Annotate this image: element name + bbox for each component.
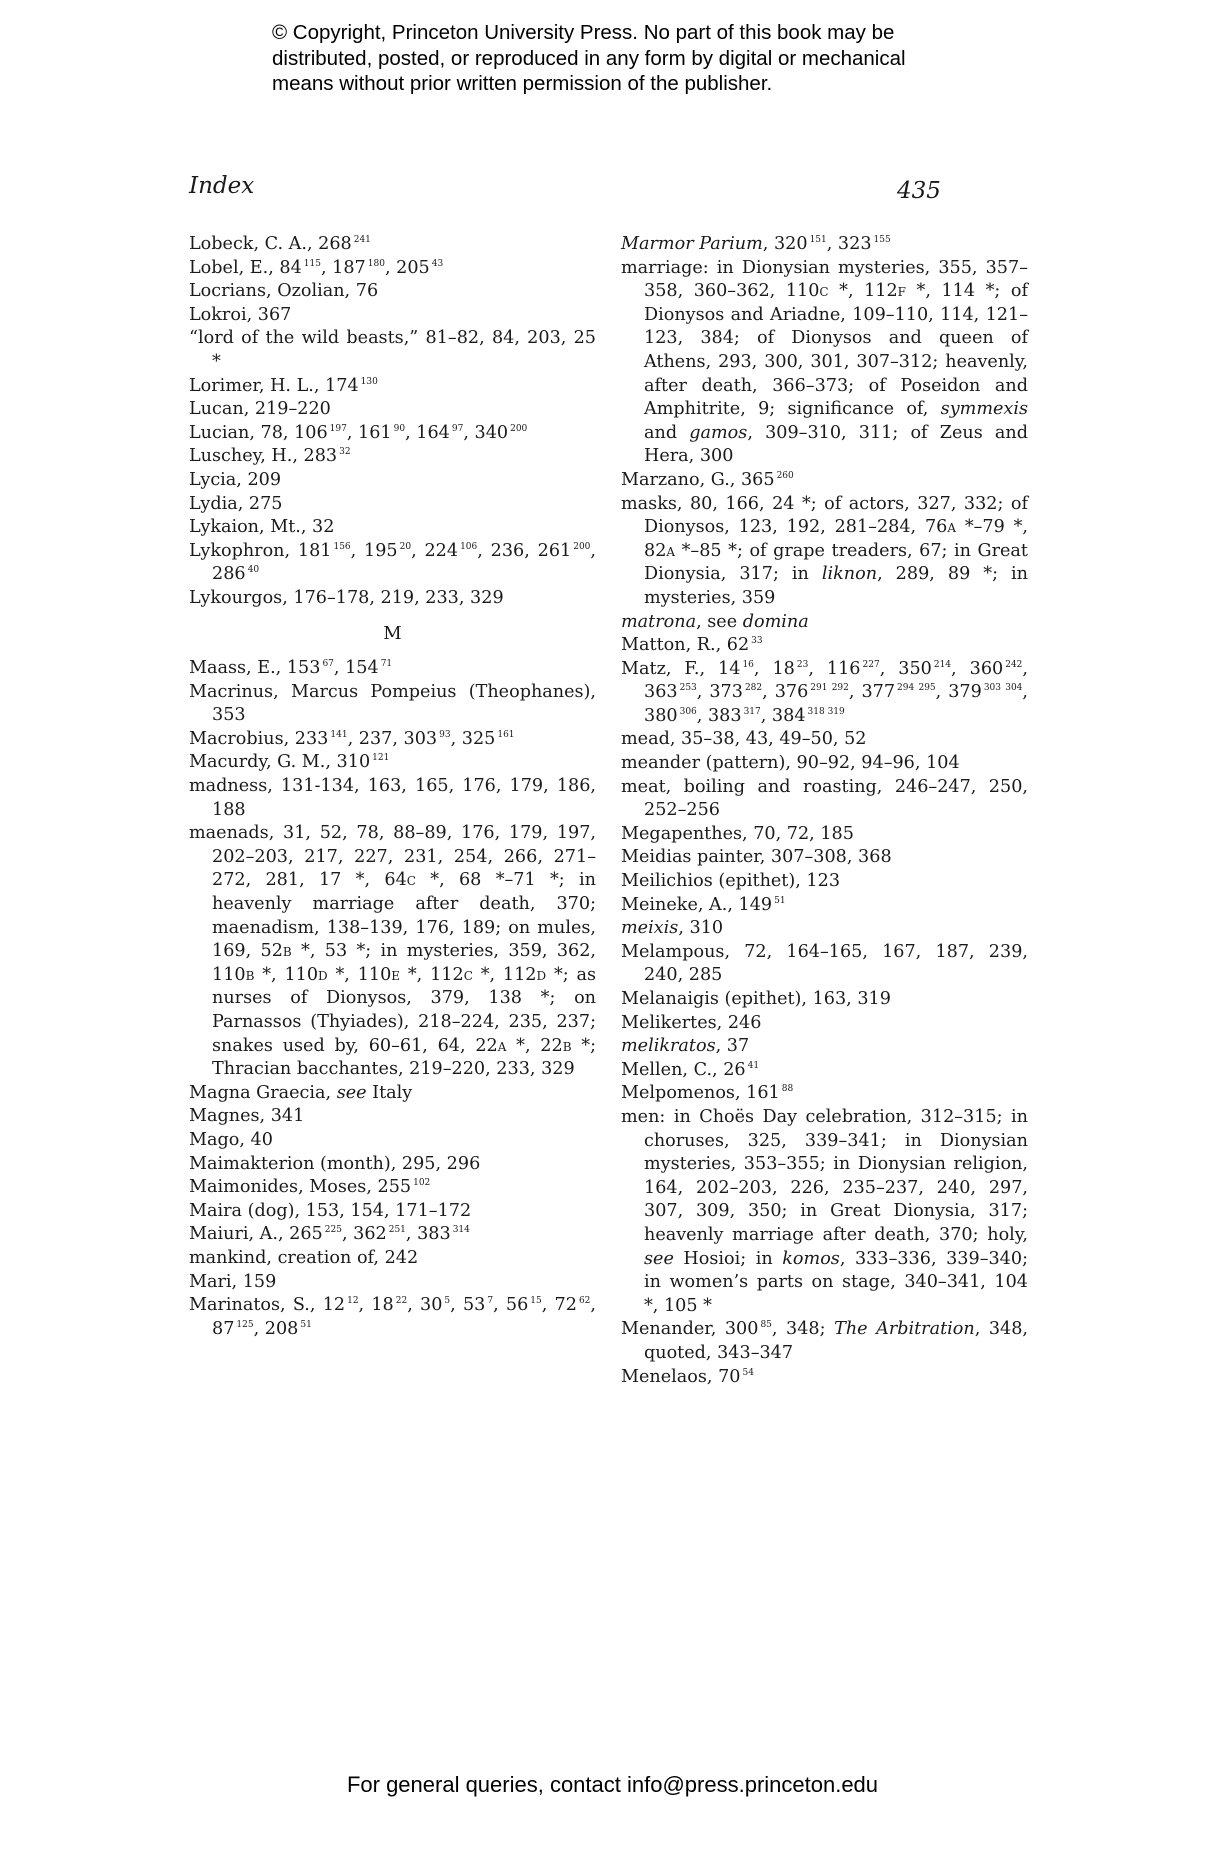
index-entry: Melikertes, 246 <box>621 1012 762 1033</box>
index-entry: Meineke, A., 149 $^{51}$ <box>621 894 786 915</box>
index-entry: Menander, 300 $^{85}$, 348; The Arbitration, 348, quoted, 343–347 <box>621 1319 1029 1363</box>
index-entry: Luschey, H., 283 $^{32}$ <box>189 446 351 467</box>
index-entry: Locrians, Ozolian, 76 <box>189 281 379 302</box>
index-entry: men: in Choës Day celebration, 312–315; in choruses, 325, 339–341; in Dionysian mysteries, 353–355; in Dionysian religion, 164, 202–203, 226, 235–237, 240, 297, 307, 309, 350; in Great Dionysia, 317; heavenly marriage after death, 370; holy, see Hosioi; in komos, 333–336, 339–340; in women’s parts on stage, 340–341, 104 *, 105 * <box>621 1106 1028 1316</box>
index-column-right <box>621 233 1028 1389</box>
index-entry: marriage: in Dionysian mysteries, 355, 357–358, 360–362, 110c *, 112f *, 114 *; of Dionysos and Ariadne, 109–110, 114, 121–123, 384; of Dionysos and queen of Athens, 293, 300, 301, 307–312; heavenly, after death, 366–373; of Poseidon and Amphitrite, 9; significance of, symmexis and gamos, 309–310, 311; of Zeus and Hera, 300 <box>621 257 1028 467</box>
index-entry: madness, 131-134, 163, 165, 176, 179, 186, 188 <box>189 776 596 820</box>
index-entry: Magna Graecia, see Italy <box>189 1082 413 1103</box>
index-entry: mead, 35–38, 43, 49–50, 52 <box>621 729 867 750</box>
index-column-left <box>189 233 596 1341</box>
index-entry: Lucan, 219–220 <box>189 399 331 420</box>
index-entry: Melanaigis (epithet), 163, 319 <box>621 989 891 1009</box>
index-entry: Maira (dog), 153, 154, 171–172 <box>189 1200 472 1221</box>
footer-contact: For general queries, contact info@press.princeton.edu <box>346 1772 879 1797</box>
index-entry: Marmor Parium, 320 $^{151}$, 323 $^{155}$ <box>621 234 891 254</box>
running-head: Index <box>189 173 255 199</box>
index-entry: Lykaion, Mt., 32 <box>189 517 335 538</box>
index-entry: Maiuri, A., 265 $^{225}$, 362 $^{251}$, 383 $^{314}$ <box>189 1224 470 1245</box>
index-entry: mankind, creation of, 242 <box>189 1247 419 1268</box>
copyright-line: distributed, posted, or reproduced in any form by digital or mechanical <box>272 46 906 70</box>
index-entry: Menelaos, 70 $^{54}$ <box>621 1366 754 1387</box>
index-entry: Magnes, 341 <box>189 1106 305 1127</box>
index-entry: Maimakterion (month), 295, 296 <box>189 1153 481 1174</box>
index-entry: Mari, 159 <box>189 1271 277 1292</box>
index-entry: Mago, 40 <box>189 1129 273 1150</box>
index-entry: Lycia, 209 <box>189 469 282 490</box>
index-entry: “lord of the wild beasts,” 81–82, 84, 203, 25 * <box>189 328 596 372</box>
index-entry: Melpomenos, 161 $^{88}$ <box>621 1083 794 1104</box>
index-entry: Lucian, 78, 106 $^{197}$, 161 $^{90}$, 164 $^{97}$, 340 $^{200}$ <box>189 422 528 443</box>
copyright-line: means without prior written permission of the publisher. <box>272 72 773 95</box>
page-number: 435 <box>897 178 941 204</box>
index-entry: Macrobius, 233 $^{141}$, 237, 303 $^{93}$, 325 $^{161}$ <box>189 728 515 749</box>
index-entry: Macurdy, G. M., 310 $^{121}$ <box>189 752 390 773</box>
index-entry: Meidias painter, 307–308, 368 <box>621 847 892 868</box>
index-entry: Maass, E., 153 $^{67}$, 154 $^{71}$ <box>189 658 393 679</box>
index-entry: Lykophron, 181 $^{156}$, 195 $^{20}$, 224 $^{106}$, 236, 261 $^{200}$, 286 $^{40}$ <box>189 540 596 585</box>
index-entry: Lykourgos, 176–178, 219, 233, 329 <box>189 587 504 608</box>
index-entry: Lokroi, 367 <box>189 304 292 325</box>
letter-heading: M <box>383 622 402 644</box>
index-entry: matrona, see domina <box>621 611 809 632</box>
copyright-line: © Copyright, Princeton University Press. No part of this book may be <box>272 21 895 44</box>
index-entry: Marinatos, S., 12 $^{12}$, 18 $^{22}$, 30 $^5$, 53 $^7$, 56 $^{15}$, 72 $^{62}$, 87 $^{125}$, 208 $^{51}$ <box>189 1295 596 1339</box>
index-entry: Macrinus, Marcus Pompeius (Theophanes), 353 <box>189 681 596 726</box>
index-entry: Matz, F., 14 $^{16}$, 18 $^{23}$, 116 $^{227}$, 350 $^{214}$, 360 $^{242}$, 363 $^{253}$, 373 $^{282}$, 376 $^{291 292}$, 377 $^{294 295}$, 379 $^{303 304}$, 380 $^{306}$, 383 $^{317}$, 384 $^{318 319}$ <box>621 658 1029 726</box>
index-entry: masks, 80, 166, 24 *; of actors, 327, 332; of Dionysos, 123, 192, 281–284, 76a *–79 *, 82a *–85 *; of grape treaders, 67; in Great Dionysia, 317; in liknon, 289, 89 *; in mysteries, 359 <box>621 493 1029 608</box>
index-entry: meixis, 310 <box>621 918 724 939</box>
index-entry: Mellen, C., 26 $^{41}$ <box>621 1059 760 1080</box>
index-entry: Maimonides, Moses, 255 $^{102}$ <box>189 1177 431 1198</box>
index-entry: Lobel, E., 84 $^{115}$, 187 $^{180}$, 205 $^{43}$ <box>189 257 444 278</box>
index-entry: Marzano, G., 365 $^{260}$ <box>621 469 794 490</box>
copyright-notice <box>272 20 972 97</box>
index-entry: Lobeck, C. A., 268 $^{241}$ <box>189 234 371 254</box>
index-entry: meander (pattern), 90–92, 94–96, 104 <box>621 753 960 774</box>
index-entry: melikratos, 37 <box>621 1036 750 1057</box>
index-entry: Meilichios (epithet), 123 <box>621 871 841 892</box>
index-entry: Melampous, 72, 164–165, 167, 187, 239, 240, 285 <box>621 941 1028 986</box>
index-entry: Lydia, 275 <box>189 493 283 514</box>
index-entry: meat, boiling and roasting, 246–247, 250, 252–256 <box>621 776 1028 821</box>
index-entry: Matton, R., 62 $^{33}$ <box>621 635 763 656</box>
index-entry: Lorimer, H. L., 174 $^{130}$ <box>189 375 378 396</box>
index-entry: Megapenthes, 70, 72, 185 <box>621 823 854 844</box>
index-entry: maenads, 31, 52, 78, 88–89, 176, 179, 197, 202–203, 217, 227, 231, 254, 266, 271–272, 281, 17 *, 64c *, 68 *–71 *; in heavenly marriage after death, 370; maenadism, 138–139, 176, 189; on mules, 169, 52b *, 53 *; in mysteries, 359, 362, 110b *, 110d *, 110e *, 112c *, 112d *; as nurses of Dionysos, 379, 138 *; on Parnassos (Thyiades), 218–224, 235, 237; snakes used by, 60–61, 64, 22a *, 22b *; Thracian bacchantes, 219–220, 233, 329 <box>189 823 597 1080</box>
